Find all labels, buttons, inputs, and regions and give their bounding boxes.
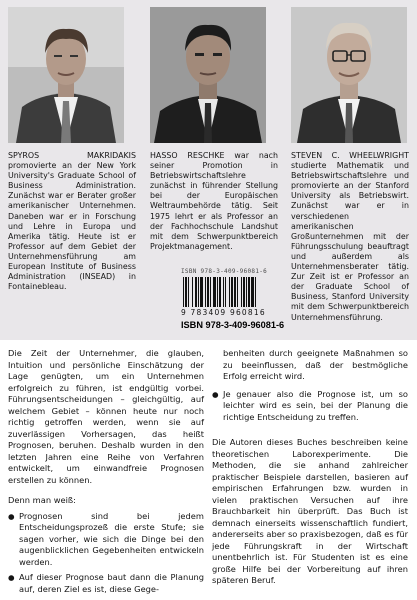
bullet-item (212, 389, 408, 424)
barcode-bar (243, 277, 245, 307)
barcode-bar (205, 277, 206, 307)
barcode-digits: 9 783409 960816 (181, 308, 266, 317)
author-bio-makridakis (8, 151, 136, 292)
barcode-bar (248, 277, 250, 307)
author-photo-wheelwright (291, 7, 407, 143)
isbn-small: ISBN 978-3-409-96081-6 (181, 268, 268, 275)
barcode-bar (246, 277, 247, 307)
bullet-icon: ● (212, 389, 219, 399)
barcode-bar (231, 277, 233, 307)
barcode-bar (237, 277, 238, 307)
barcode-bar (200, 277, 203, 307)
barcode-bar (241, 277, 242, 307)
barcode-bar (183, 277, 184, 307)
author-photo-makridakis (8, 7, 124, 143)
author-bio-wheelwright (291, 151, 409, 323)
barcode-bar (198, 277, 199, 307)
bullet-item (8, 572, 204, 595)
bullet-text: Auf dieser Prognose baut dann die Planung auf, deren Ziel es ist, diese Gege- (19, 572, 204, 594)
barcode-bar (225, 277, 226, 307)
barcode-bar (207, 277, 209, 307)
barcode-bar (255, 277, 256, 307)
bullet-text: Prognosen sind bei jedem Entscheidungsprozeß die erste Stufe; sie sagen vorher, wie sich die Dinge bei den augenblicklichen Gegebenheiten entwickeln werden. (19, 510, 204, 567)
author-name: HASSO RESCHKE (150, 151, 225, 160)
isbn-bold: ISBN 978-3-409-96081-6 (181, 320, 285, 330)
author-bio-text: war nach seiner Promotion in Betriebswirtschaftslehre zunächst in führender Stellung bei der Europäischen Weltraumbehörde tätig. Seit 1975 lehrt er als Professor an der Fachhochschule Landshut mit dem Schwerpunktbereich Projektmanagement. (150, 151, 279, 251)
blurb-paragraph: Denn man weiß: (8, 495, 76, 505)
barcode-bar (223, 277, 224, 307)
bullet-item (8, 511, 204, 569)
author-photo-reschke (150, 7, 266, 143)
barcode-bar (195, 277, 197, 307)
author-bio-text: promovierte an der New York University's Graduate School of Business Administration. Zunächst war er Berater großer amerikanischer Unternehmen. Daneben war er in Forschung und Lehre in Europa und Amerika tätig. Heute ist er Professor auf dem Gebiet der Unternehmensführung am European Institute of Business Administration (INSEAD) in Fontainebleau. (8, 161, 136, 292)
author-bio-text: studierte Mathematik und Betriebswirtschaftslehre und promovierte an der Stanford University als Betriebswirt. Zunächst war er in verschiedenen amerikanischen Großunternehmen mit der Führungsschulung beauftragt und außerdem als Unternehmensberater tätig. Zur Zeit ist er Professor an der Graduate School of Business, Stanford University mit dem Schwerpunktbereich Unternehmensführung. (291, 161, 409, 322)
barcode-bar (229, 277, 230, 307)
bullet-continuation: benheiten durch geeignete Maßnahmen so zu beeinflussen, daß der bestmögliche Erfolg erreicht wird. (223, 348, 408, 381)
barcode (181, 277, 291, 307)
blurb-paragraph: Die Zeit der Unternehmer, die glauben, Intuition und persönliche Einschätzung der Lage genügten, um ein Unternehmen erfolgreich zu führen, ist endgültig vorbei. Führungsentscheidungen – gleichgültig, auf welchem Gebiet – können heute nur noch richtig getroffen werden, wenn sie auf zuverlässigen Vorhersagen, das heißt Prognosen, beruhen. Deshalb wurden in den letzten Jahren eine Reihe von Verfahren entwickelt, um einwandfreie Prognosen erstellen zu können. (8, 348, 204, 485)
author-name: STEVEN C. WHEELWRIGHT (291, 151, 409, 160)
bullet-icon: ● (8, 573, 15, 582)
author-name: SPYROS MAKRIDAKIS (8, 151, 136, 160)
barcode-bar (210, 277, 211, 307)
blurb-right-column (212, 348, 408, 587)
barcode-bar (213, 277, 216, 307)
barcode-bar (234, 277, 236, 307)
barcode-bar (185, 277, 187, 307)
barcode-bar (251, 277, 254, 307)
bullet-icon: ● (8, 511, 15, 521)
blurb-left-column (8, 348, 204, 595)
barcode-bar (219, 277, 221, 307)
bullet-text: Je genauer also die Prognose ist, um so leichter wird es sein, bei der Planung die richtige Entscheidung zu treffen. (223, 388, 408, 422)
barcode-bar (192, 277, 193, 307)
barcode-bar (217, 277, 218, 307)
barcode-bar (188, 277, 189, 307)
blurb-paragraph: Die Autoren dieses Buches beschreiben keine theoretischen Laborexperimente. Die Methoden, die sie anhand zahlreicher praktischer Beispiele darstellen, basieren auf empirischen Erfahrungen bzw. wurden in vielen praktischen Versuchen auf ihre Brauchbarkeit hin überprüft. Das Buch ist demnach einerseits wissenschaftlich fundiert, andererseits aber so praxisbezogen, daß es für jede Führungskraft in der Wirtschaft unentbehrlich ist. Für Studenten ist es eine große Hilfe bei der Vorbereitung auf ihren späteren Beruf. (212, 437, 408, 585)
author-bio-reschke (150, 151, 278, 252)
